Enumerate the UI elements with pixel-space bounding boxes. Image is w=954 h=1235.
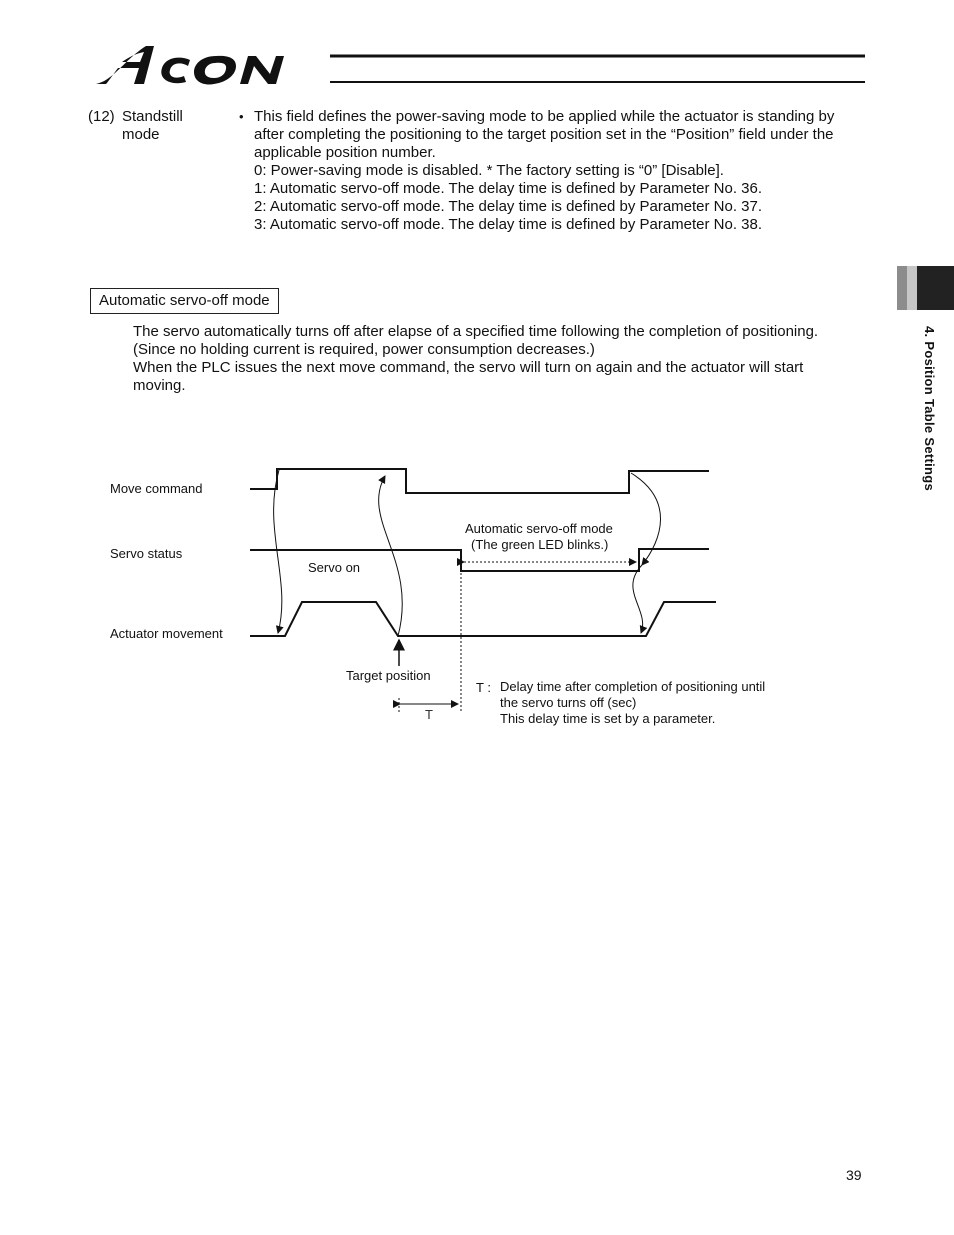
legend-line1: Delay time after completion of positioning until [500, 679, 766, 694]
cause-arrow-1 [274, 470, 282, 633]
label-servo-on: Servo on [308, 560, 361, 575]
label-move-command: Move command [110, 481, 203, 496]
description-option-3: 3: Automatic servo-off mode. The delay time is defined by Parameter No. 38. [254, 216, 763, 233]
section-title-box: Automatic servo-off mode [90, 288, 279, 314]
body-line: moving. [133, 377, 186, 394]
body-line: The servo automatically turns off after elapse of a specified time following the completion of positioning. [133, 323, 819, 340]
legend-line3: This delay time is set by a parameter. [500, 711, 716, 726]
page-number: 39 [846, 1167, 862, 1183]
body-line: (Since no holding current is required, power consumption decreases.) [133, 341, 595, 358]
description-line: applicable position number. [254, 144, 436, 161]
description-option-2: 2: Automatic servo-off mode. The delay time is defined by Parameter No. 37. [254, 198, 763, 215]
label-auto-servo-off: Automatic servo-off mode [465, 521, 613, 536]
label-actuator-movement: Actuator movement [110, 626, 223, 641]
label-target-position: Target position [346, 668, 431, 683]
cause-arrow-3 [631, 473, 661, 565]
description-line: This field defines the power-saving mode to be applied while the actuator is standing by [254, 108, 835, 125]
cause-arrow-4 [633, 565, 643, 633]
description-line: after completing the positioning to the target position set in the “Position” field under the [254, 126, 834, 143]
description-option-0: 0: Power-saving mode is disabled. * The factory setting is “0” [Disable]. [254, 162, 724, 179]
description-option-1: 1: Automatic servo-off mode. The delay time is defined by Parameter No. 36. [254, 180, 763, 197]
label-t-span: T [425, 707, 433, 722]
label-servo-status: Servo status [110, 546, 183, 561]
bullet-marker: • [239, 109, 244, 124]
item-name-line2: mode [122, 126, 160, 143]
legend-line2: the servo turns off (sec) [500, 695, 637, 710]
legend-symbol: T : [476, 680, 491, 695]
item-name-line1: Standstill [122, 108, 183, 125]
chapter-side-label: 4. Position Table Settings [922, 326, 937, 492]
label-green-led: (The green LED blinks.) [471, 537, 609, 552]
actuator-movement-waveform [250, 602, 716, 636]
item-number: (12) [88, 108, 115, 125]
move-command-waveform [250, 469, 709, 493]
body-line: When the PLC issues the next move command, the servo will turn on again and the actuator will start [133, 359, 804, 376]
